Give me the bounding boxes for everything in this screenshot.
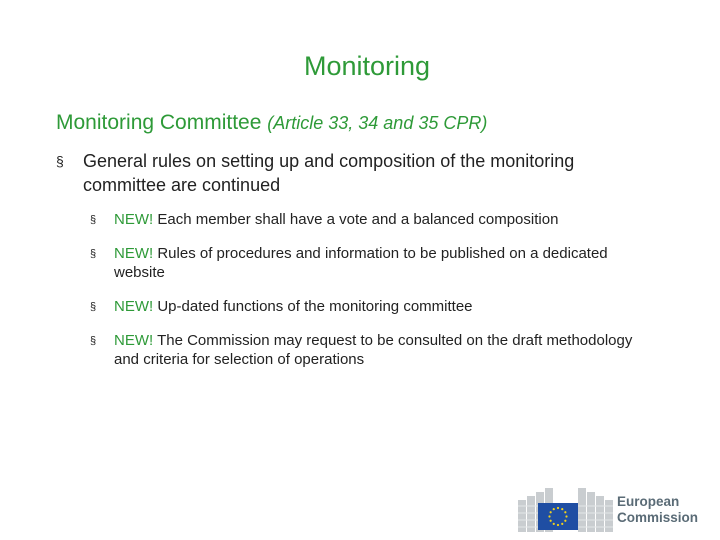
sub-bullet-item — [90, 331, 650, 369]
new-tag: NEW! — [114, 298, 154, 315]
eu-star-icon — [564, 520, 566, 522]
eu-star-icon — [561, 523, 563, 525]
new-tag: NEW! — [114, 211, 154, 228]
european-commission-logo — [518, 486, 698, 534]
sub-bullet-text: The Commission may request to be consulted on the draft methodology and criteria for selection of operations — [114, 332, 633, 368]
logo-line-1: European — [617, 494, 680, 509]
bullet-marker: § — [90, 248, 97, 260]
slide-subtitle — [56, 110, 487, 136]
bullet-marker: § — [90, 301, 97, 313]
eu-star-icon — [564, 511, 566, 513]
eu-star-icon — [550, 511, 552, 513]
sub-bullet-text: Rules of procedures and information to be published on a dedicated website — [114, 245, 608, 281]
logo-line-2: Commission — [617, 510, 699, 525]
new-tag: NEW! — [114, 332, 154, 349]
berlaymont-building-icon — [518, 486, 614, 534]
sub-bullet-text: Up-dated functions of the monitoring committee — [157, 298, 473, 315]
new-tag: NEW! — [114, 245, 154, 262]
eu-star-icon — [561, 508, 563, 510]
eu-star-icon — [553, 508, 555, 510]
bullet-marker: § — [56, 153, 64, 169]
main-bullet — [56, 149, 656, 197]
logo-text — [617, 494, 698, 526]
eu-star-icon — [553, 523, 555, 525]
sub-bullet-text: Each member shall have a vote and a balanced composition — [157, 211, 559, 228]
subtitle-reference: (Article 33, 34 and 35 CPR) — [267, 113, 488, 133]
subtitle-main: Monitoring Committee — [56, 111, 262, 134]
eu-star-icon — [565, 515, 567, 517]
bullet-marker: § — [90, 214, 97, 226]
sub-bullet-list — [90, 210, 650, 384]
sub-bullet-item — [90, 297, 650, 316]
bullet-marker: § — [90, 335, 97, 347]
eu-star-icon — [548, 515, 550, 517]
main-bullet-text: General rules on setting up and composition of the monitoring committee are continued — [83, 151, 575, 195]
sub-bullet-item — [90, 210, 650, 229]
eu-star-icon — [557, 507, 559, 509]
slide-title: Monitoring — [303, 51, 431, 81]
eu-star-icon — [557, 524, 559, 526]
sub-bullet-item — [90, 244, 650, 282]
eu-star-icon — [550, 520, 552, 522]
